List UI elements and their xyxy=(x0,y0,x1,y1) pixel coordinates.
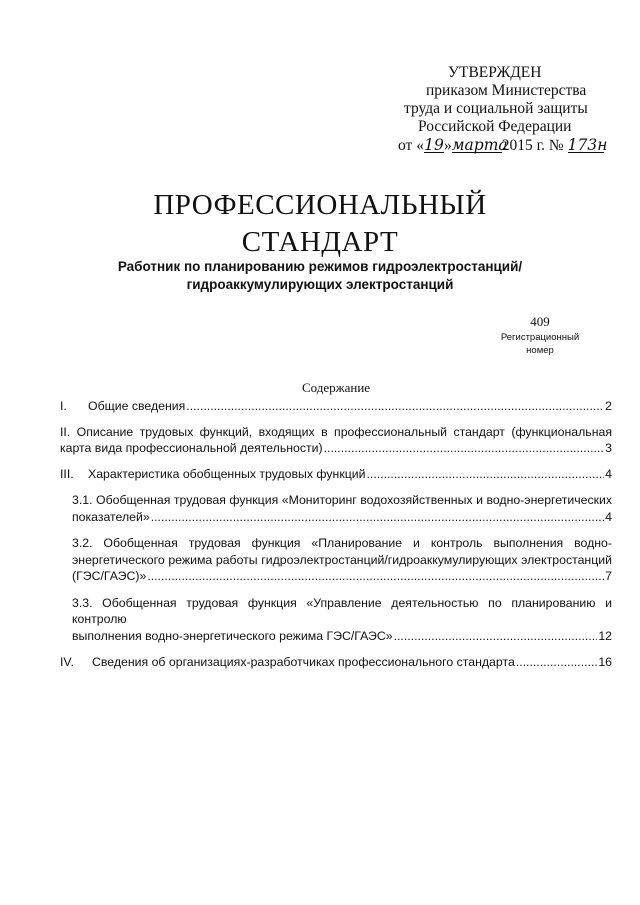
toc-leader-dots xyxy=(324,440,605,457)
date-year: 2015 г. № xyxy=(501,137,564,154)
subtitle-line1: Работник по планированию режимов гидроэлектростанций/ xyxy=(117,259,523,274)
toc-item-title-line1: Описание трудовых функций, входящих в профессиональный стандарт (функциональная xyxy=(76,424,612,439)
toc-item-title-line3: (ГЭС/ГАЭС)» xyxy=(72,569,147,583)
handwritten-day: 19 xyxy=(424,136,444,154)
approval-block xyxy=(398,64,608,155)
toc-item-page: 4 xyxy=(605,509,612,524)
toc-leader-dots xyxy=(151,509,604,526)
toc-item-title: Характеристика обобщенных трудовых функций xyxy=(88,466,366,481)
toc-item-page: 16 xyxy=(598,655,612,669)
toc-item-number: III. xyxy=(60,466,74,481)
subtitle-line2: гидроаккумулирующих электростанций xyxy=(186,277,454,292)
toc-item-page: 3 xyxy=(605,441,612,455)
toc-item-3-3[interactable] xyxy=(72,595,612,645)
toc-item-title-line1: 3.2. Обобщенная трудовая функция «Планирование и контроль выполнения водно- xyxy=(72,536,612,550)
toc-item-page: 12 xyxy=(598,628,612,643)
toc-item-title-line2: карта вида профессиональной деятельности) xyxy=(60,441,323,455)
toc-item-1[interactable] xyxy=(60,398,612,415)
toc-item-page: 7 xyxy=(605,569,612,583)
approval-heading: УТВЕРЖДЕН xyxy=(448,64,542,81)
toc-item-title-line1: 3.3. Обобщенная трудовая функция «Управление деятельностью по планированию и контролю xyxy=(72,595,612,626)
toc-item-number: II. xyxy=(60,424,71,439)
toc-item-3-2[interactable] xyxy=(72,535,612,585)
registration-label-line2: номер xyxy=(526,345,554,356)
document-title-line2: СТАНДАРТ xyxy=(241,226,399,258)
toc-leader-dots xyxy=(367,466,605,483)
toc-leader-dots xyxy=(186,398,604,415)
document-title-line1: ПРОФЕССИОНАЛЬНЫЙ xyxy=(153,189,487,221)
registration-label-line1: Регистрационный xyxy=(500,332,580,343)
toc-leader-dots xyxy=(147,568,604,585)
registration-number: 409 xyxy=(530,314,550,329)
approval-line: Российской Федерации xyxy=(418,118,572,135)
approval-line: приказом Министерства xyxy=(426,82,587,99)
handwritten-order-number: 173н xyxy=(567,136,608,154)
toc-heading: Содержание xyxy=(301,380,371,395)
toc-item-2[interactable] xyxy=(60,424,612,457)
toc-item-number: I. xyxy=(60,399,67,413)
approval-line: труда и социальной защиты xyxy=(404,100,588,117)
toc-item-title-line1: 3.1. Обобщенная трудовая функция «Мониторинг водохозяйственных и водно-энергетических xyxy=(72,493,612,507)
toc-item-title-line2: выполнения водно-энергетического режима ГЭС/ГАЭС» xyxy=(72,628,393,643)
toc-item-3[interactable] xyxy=(60,466,612,483)
document-subtitle xyxy=(60,258,580,294)
toc-leader-dots xyxy=(394,628,598,645)
toc-item-4[interactable] xyxy=(60,654,612,671)
toc-item-page: 2 xyxy=(605,399,612,413)
registration-label xyxy=(480,331,600,357)
handwritten-month: марта xyxy=(451,136,508,154)
toc-item-page: 4 xyxy=(605,466,612,481)
approval-date-line xyxy=(398,136,608,155)
toc-item-title-line2: показателей» xyxy=(72,509,150,524)
toc-item-title-line2: энергетического режима работы гидроэлектростанций/гидроаккумулирующих электростанций xyxy=(72,552,612,567)
toc-item-number: IV. xyxy=(60,655,74,669)
table-of-contents xyxy=(60,398,612,671)
date-prefix: от « xyxy=(398,137,424,154)
date-mid: » xyxy=(443,137,452,154)
toc-leader-dots xyxy=(516,654,598,671)
toc-item-title: Сведения об организациях-разработчиках профессионального стандарта xyxy=(92,655,515,669)
toc-item-3-1[interactable] xyxy=(72,492,612,525)
toc-item-title: Общие сведения xyxy=(88,399,186,413)
